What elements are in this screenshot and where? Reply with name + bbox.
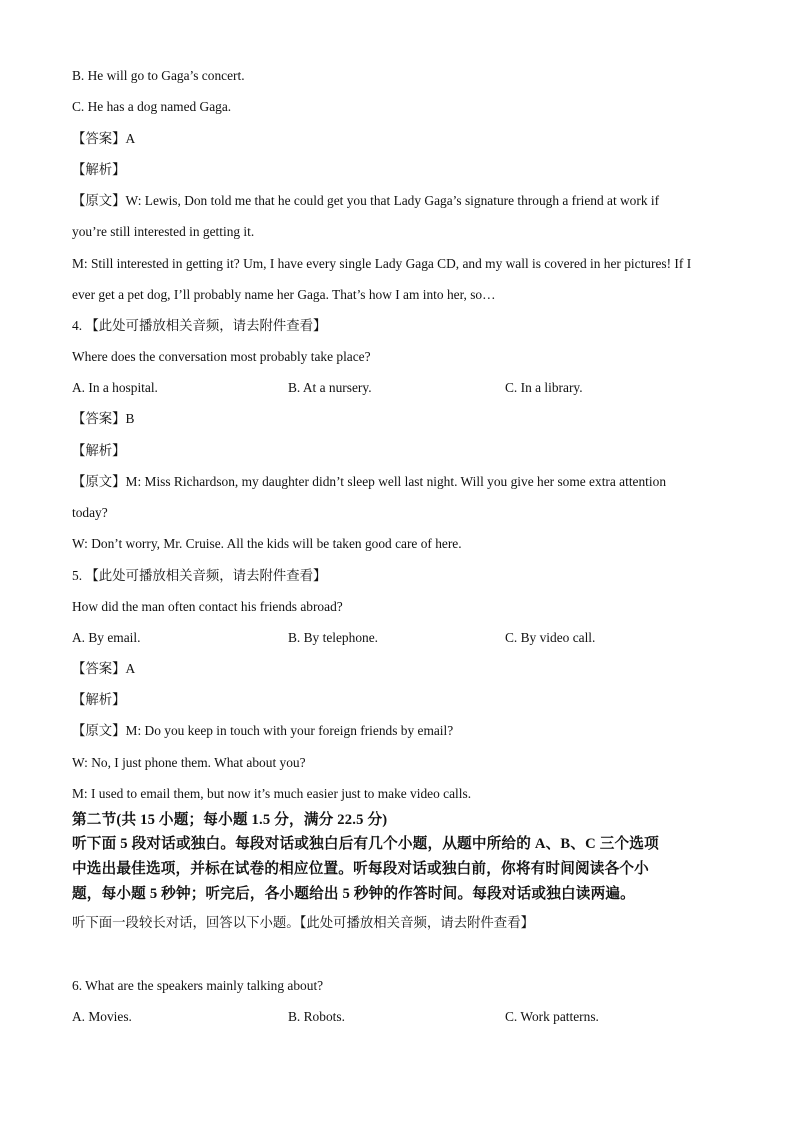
q5-transcript-line-3: M: I used to email them, but now it’s much easier just to make video calls. — [72, 786, 472, 801]
section-2-title: 第二节(共 15 小题；每小题 1.5 分，满分 22.5 分) — [72, 812, 388, 828]
q5-transcript-line-1: 【原文】M: Do you keep in touch with your foreign friends by email? — [72, 723, 454, 738]
q4-number-audio-note: 4. 【此处可播放相关音频，请去附件查看】 — [72, 318, 327, 333]
section-2-instruction-line-1: 听下面 5 段对话或独白。每段对话或独白后有几个小题，从题中所给的 A、B、C 三个选项 — [72, 836, 659, 852]
q4-answer: 【答案】B — [72, 411, 135, 426]
section-2-instruction-line-3: 题，每小题 5 秒钟；听完后，各小题给出 5 秒钟的作答时间。每段对话或独白读两遍。 — [72, 886, 635, 902]
q6-option-b: B. Robots. — [288, 1009, 345, 1024]
q4-option-b: B. At a nursery. — [288, 380, 372, 395]
q3-option-c: C. He has a dog named Gaga. — [72, 99, 232, 114]
q4-question: Where does the conversation most probably take place? — [72, 349, 371, 364]
q4-transcript-line-1: 【原文】M: Miss Richardson, my daughter didn’t sleep well last night. Will you give her some extra attention — [72, 474, 667, 489]
q3-option-b: B. He will go to Gaga’s concert. — [72, 68, 245, 83]
q5-question: How did the man often contact his friends abroad? — [72, 599, 343, 614]
q3-answer: 【答案】A — [72, 131, 136, 146]
q5-analysis-label: 【解析】 — [72, 692, 126, 707]
q6-question: 6. What are the speakers mainly talking about? — [72, 978, 324, 993]
q5-number-audio-note: 5. 【此处可播放相关音频，请去附件查看】 — [72, 568, 327, 583]
q5-option-a: A. By email. — [72, 630, 141, 645]
q3-transcript-line-1: 【原文】W: Lewis, Don told me that he could get you that Lady Gaga’s signature through a friend at work if — [72, 193, 660, 208]
q5-answer: 【答案】A — [72, 661, 136, 676]
q5-option-b: B. By telephone. — [288, 630, 379, 645]
q3-transcript-line-4: ever get a pet dog, I’ll probably name her Gaga. That’s how I am into her, so… — [72, 287, 496, 302]
q3-analysis-label: 【解析】 — [72, 162, 126, 177]
q3-transcript-line-3: M: Still interested in getting it? Um, I have every single Lady Gaga CD, and my wall is covered in her pictures! If I — [72, 256, 692, 271]
q4-analysis-label: 【解析】 — [72, 443, 126, 458]
q4-transcript-line-2: today? — [72, 505, 108, 520]
section-2-instruction-line-2: 中选出最佳选项，并标在试卷的相应位置。听每段对话或独白前，你将有时间阅读各个小 — [72, 861, 649, 877]
q4-transcript-line-3: W: Don’t worry, Mr. Cruise. All the kids will be taken good care of here. — [72, 536, 462, 551]
q5-option-c: C. By video call. — [505, 630, 596, 645]
q3-transcript-line-2: you’re still interested in getting it. — [72, 224, 255, 239]
section-2-listen-note: 听下面一段较长对话，回答以下小题。【此处可播放相关音频，请去附件查看】 — [72, 915, 534, 930]
q4-option-c: C. In a library. — [505, 380, 583, 395]
q6-option-a: A. Movies. — [72, 1009, 132, 1024]
q5-transcript-line-2: W: No, I just phone them. What about you? — [72, 755, 306, 770]
q4-option-a: A. In a hospital. — [72, 380, 158, 395]
q6-option-c: C. Work patterns. — [505, 1009, 599, 1024]
